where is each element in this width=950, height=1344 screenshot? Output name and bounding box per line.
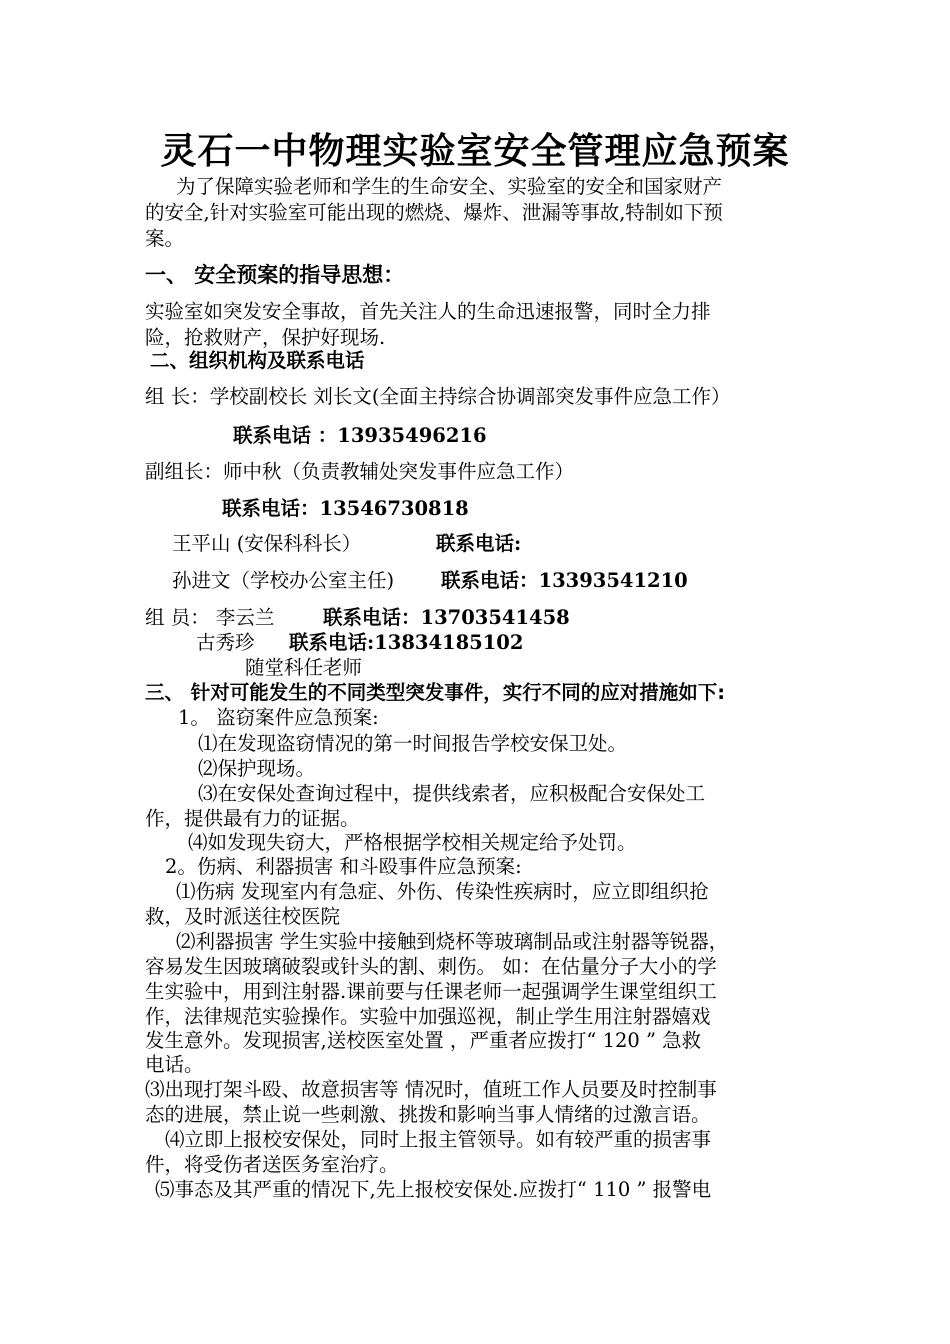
deputy-line: 副组长：师中秋（负责教辅处突发事件应急工作） bbox=[145, 460, 575, 483]
section-1-heading: 一、 安全预案的指导思想： bbox=[145, 263, 405, 287]
plan-1-item-1: ⑴在发现盗窃情况的第一时间报告学校安保卫处。 bbox=[198, 732, 628, 755]
plan-1-title: 1。 盗窃案件应急预案: bbox=[178, 706, 379, 729]
plan-2-line-13: ⑸事态及其严重的情况下,先上报校安保处.应拨打“ 110 ” 报警电 bbox=[155, 1178, 712, 1201]
leader-line: 组 长：学校副校长 刘长文(全面主持综合协调部突发事件应急工作） bbox=[145, 385, 731, 408]
plan-2-line-1: ⑴伤病 发现室内有急症、外伤、传染性疾病时，应立即组织抢 bbox=[176, 880, 709, 903]
section-3-heading: 三、 针对可能发生的不同类型突发事件，实行不同的应对措施如下: bbox=[145, 681, 726, 704]
plan-2-line-8: 电话。 bbox=[145, 1053, 204, 1076]
plan-2-line-2: 救，及时派送往校医院 bbox=[145, 905, 341, 928]
plan-1-item-3: ⑶在安保处查询过程中，提供线索者，应积极配合安保处工 bbox=[198, 782, 706, 805]
plan-1-item-2: ⑵保护现场。 bbox=[198, 757, 316, 780]
section-1-line-1: 实验室如突发安全事故，首先关注人的生命迅速报警，同时全力排 bbox=[145, 300, 711, 323]
plan-1-item-4: ⑷如发现失窃大，严格根据学校相关规定给予处罚。 bbox=[188, 831, 637, 854]
member-2-phone: 联系电话:13834185102 bbox=[289, 631, 524, 654]
deputy-phone: 联系电话：13546730818 bbox=[222, 497, 469, 520]
leader-phone: 联系电话 ：13935496216 bbox=[233, 424, 487, 447]
section-2-heading: 二、组织机构及联系电话 bbox=[150, 349, 365, 372]
member-3: 随堂科任老师 bbox=[245, 656, 363, 679]
member-2-name: 古秀珍 bbox=[196, 631, 255, 654]
plan-2-line-12: 件，将受伤者送医务室治疗。 bbox=[145, 1153, 399, 1176]
intro-line-1: 为了保障实验老师和学生的生命安全、实验室的安全和国家财产 bbox=[176, 175, 723, 198]
document-title: 灵石一中物理实验室安全管理应急预案 bbox=[160, 131, 790, 172]
plan-1-item-3-cont: 作，提供最有力的证据。 bbox=[145, 807, 360, 830]
sun-phone: 联系电话：13393541210 bbox=[441, 569, 688, 592]
plan-2-line-11: ⑷立即上报校安保处，同时上报主管领导。如有较严重的损害事 bbox=[165, 1128, 712, 1151]
wang-name: 王平山 (安保科科长） bbox=[172, 532, 362, 555]
plan-2-line-7: 发生意外。发现损害,送校医室处置 ，严重者应拨打“ 120 ” 急救 bbox=[145, 1029, 702, 1052]
section-1-line-2: 险，抢救财产，保护好现场. bbox=[145, 326, 386, 349]
sun-name: 孙进文（学校办公室主任) bbox=[172, 569, 395, 592]
plan-2-line-3: ⑵利器损害 学生实验中接触到烧杯等玻璃制品或注射器等锐器， bbox=[176, 930, 729, 953]
plan-2-line-10: 态的进展，禁止说一些刺激、挑拨和影响当事人情绪的过激言语。 bbox=[145, 1103, 711, 1126]
plan-2-title: 2。伤病、利器损害 和斗殴事件应急预案: bbox=[165, 855, 522, 878]
plan-2-line-6: 作，法律规范实验操作。实验中加强巡视，制止学生用注射器嬉戏 bbox=[145, 1005, 711, 1028]
plan-2-line-5: 生实验中，用到注射器.课前要与任课老师一起强调学生课堂组织工 bbox=[145, 980, 717, 1003]
plan-2-line-4: 容易发生因玻璃破裂或针头的割、刺伤。 如：在估量分子大小的学 bbox=[145, 955, 717, 978]
member-label: 组 员： 李云兰 bbox=[145, 606, 275, 629]
intro-line-2: 的安全,针对实验室可能出现的燃烧、爆炸、泄漏等事故,特制如下预 bbox=[145, 201, 723, 224]
member-1-phone: 联系电话：13703541458 bbox=[323, 606, 570, 629]
plan-2-line-9: ⑶出现打架斗殴、故意损害等 情况时，值班工作人员要及时控制事 bbox=[145, 1078, 717, 1101]
wang-phone: 联系电话: bbox=[436, 532, 522, 555]
intro-line-3: 案。 bbox=[145, 227, 185, 250]
